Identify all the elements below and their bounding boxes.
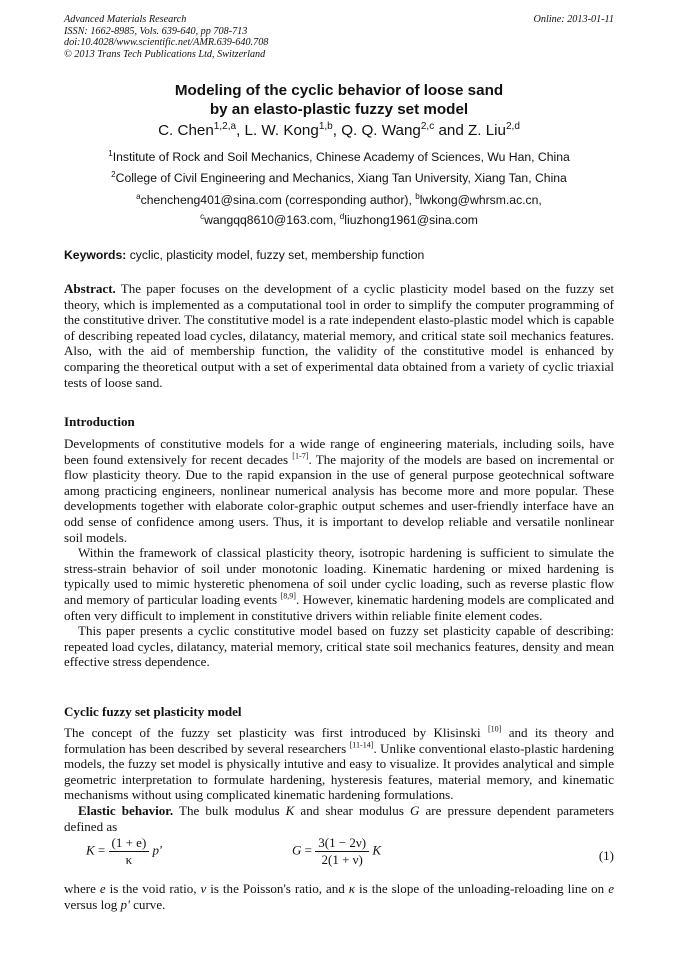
paragraph: [64, 725, 614, 803]
equals-sign: =: [301, 842, 316, 858]
paragraph-text: . The majority of the models are based on incremental or flow plasticity theory. Due to the rapid expansion in the use of general purpose geotechnical software among practicing engineers, nonlinear numerical analysis has become more and more popular. These developments together with elaborate color-graphic output schemes and user-friendly interface have an odd sense of confidence among users. Thus, it is important to develop reliable and versatile nonlinear soil models.: [64, 451, 614, 545]
paragraph-text: and its theory and formulation has been described by several researchers: [64, 725, 614, 756]
journal-header: [64, 14, 614, 60]
affiliation-text: Institute of Rock and Soil Mechanics, Chinese Academy of Sciences, Wu Han, China: [112, 150, 570, 164]
author-sep: ,: [236, 122, 245, 139]
paragraph: [64, 545, 614, 623]
shear-modulus-equation: [292, 835, 381, 868]
math-symbol: K: [86, 842, 95, 858]
keywords-text: cyclic, plasticity model, fuzzy set, membership function: [126, 248, 425, 262]
math-symbol: G: [409, 802, 420, 818]
abstract-text: The paper focuses on the development of a cyclic plasticity model based on the fuzzy set theory, which is implemented as a computational tool in order to simplify the computer programming of the constitutive driver. The constitutive model is a rate independent elasto-plastic model which is capable of describing repeated load cycles, dilatancy, material memory, and critical state soil mechanics features. Also, with the aid of membership function, the validity of the constitutive model is enhanced by comparing the theoretical output with a set of experimental data obtained from a variety of cyclic triaxial tests of loose sand.: [64, 281, 614, 390]
math-symbol: e: [99, 881, 106, 896]
author-sep: ,: [332, 122, 342, 139]
author-sup: 1,b: [318, 120, 333, 132]
title-line-1: Modeling of the cyclic behavior of loose sand: [174, 82, 504, 99]
paragraph-text: . However, kinematic hardening models are complicated and often very difficult to implement in constitutive drivers within reliable finite element codes.: [64, 591, 614, 623]
paragraph-text: The bulk modulus: [173, 802, 286, 818]
doi-line: doi:10.4028/www.scientific.net/AMR.639-640.708: [64, 37, 269, 49]
citation: [11-14]: [349, 740, 374, 750]
bulk-modulus-equation: [86, 835, 162, 868]
author-name: Z. Liu: [468, 122, 506, 139]
math-symbol: K: [369, 842, 382, 858]
math-symbol: e: [608, 881, 614, 896]
citation: [8,9]: [280, 591, 296, 601]
author-name: Q. Q. Wang: [341, 122, 421, 139]
fraction: [109, 835, 150, 868]
copyright-line: © 2013 Trans Tech Publications Ltd, Switzerland: [64, 48, 266, 60]
paragraph-text: is the void ratio,: [105, 881, 201, 896]
denominator: 2(1 + ν): [321, 852, 363, 867]
numerator: (1 + e): [109, 835, 150, 852]
paragraph: [64, 881, 614, 912]
author-sup: 2,c: [420, 120, 435, 132]
paper-title: [0, 82, 678, 119]
citation: [1-7]: [292, 451, 309, 461]
equation-explanation: [64, 881, 614, 912]
numerator: 3(1 − 2ν): [315, 835, 369, 852]
paragraph-text: versus log: [64, 896, 121, 912]
title-line-2: by an elasto-plastic fuzzy set model: [209, 100, 469, 118]
affiliation-sup: 2: [111, 169, 116, 179]
run-in-heading: Elastic behavior.: [78, 802, 174, 818]
keywords: [64, 248, 614, 262]
keywords-label: Keywords:: [64, 248, 127, 262]
fraction: [315, 835, 369, 868]
math-symbol: p': [120, 896, 130, 912]
author-name: L. W. Kong: [244, 122, 319, 139]
math-symbol: κ: [348, 881, 356, 896]
online-date: Online: 2013-01-11: [533, 14, 614, 25]
equation-number: (1): [598, 848, 614, 863]
paragraph-text: . Unlike conventional elasto-plastic hardening models, the fuzzy set model is physically intutive and easy to visualize. It provides analytical and simple geometric interpretation to formulate hardening, hysteresis features, material memory, and kinematic mechanisms without using complicated kinematic hardening formulations.: [64, 740, 614, 803]
affiliation-text: College of Civil Engineering and Mechanics, Xiang Tan University, Xiang Tan, China: [115, 171, 567, 185]
email-text: liuzhong1961@sina.com: [344, 213, 478, 227]
email-sup: a: [136, 191, 141, 201]
issn-line: ISSN: 1662-8985, Vols. 639-640, pp 708-713: [64, 25, 248, 37]
abstract-label: Abstract.: [64, 281, 116, 296]
email-text: lwkong@whrsm.ac.cn,: [419, 193, 542, 207]
affiliation-2: [0, 171, 678, 185]
email-text: chencheng401@sina.com (corresponding author),: [140, 193, 416, 207]
paragraph-text: is the slope of the unloading-reloading line on: [355, 881, 609, 896]
author-sep: and: [434, 122, 468, 139]
email-sup: c: [200, 211, 205, 221]
paragraph-text: Within the framework of classical plasticity theory, isotropic hardening is sufficient to simulate the stress-strain behavior of soil under monotonic loading. Kinematic hardening or mixed hardening is typically used to mimic hysteretic phenomena of soil under cyclic loading, such as reverse plastic flow and memory of particular loading events: [64, 545, 614, 607]
journal-name: Advanced Materials Research: [64, 14, 187, 25]
affiliation-1: [0, 150, 678, 164]
paragraph: [64, 436, 614, 545]
paragraph-text: are pressure dependent parameters defined as: [64, 802, 614, 834]
math-symbol: G: [292, 842, 302, 858]
abstract: [64, 281, 614, 390]
introduction-heading: Introduction: [64, 414, 135, 429]
paragraph-text: and shear modulus: [294, 802, 410, 818]
email-text: wangqq8610@163.com,: [204, 213, 340, 227]
equation-1: [64, 835, 614, 877]
paragraph-text: Developments of constitutive models for a wide range of engineering materials, including soils, have been found extensively for recent decades: [64, 436, 614, 467]
author-sup: 2,d: [505, 120, 520, 132]
email-sup: d: [339, 211, 345, 221]
math-symbol: p': [149, 842, 162, 858]
equals-sign: =: [94, 842, 109, 858]
paragraph-text: where: [64, 881, 100, 896]
math-symbol: K: [285, 802, 295, 818]
citation: [10]: [487, 724, 502, 734]
paragraph: This paper presents a cyclic constitutive model based on fuzzy set plasticity capable of describing: repeated load cycles, dilatancy, material memory, critical state soil mechanics features, density and mean effective stress dependence.: [64, 623, 614, 670]
introduction-body: [64, 436, 614, 670]
paragraph-text: curve.: [129, 896, 166, 912]
paragraph: [64, 803, 614, 834]
author-name: C. Chen: [158, 122, 214, 139]
math-symbol: ν: [200, 881, 207, 896]
section-heading: Cyclic fuzzy set plasticity model: [64, 704, 242, 719]
affiliation-sup: 1: [108, 148, 113, 158]
paragraph-text: The concept of the fuzzy set plasticity was first introduced by Klisinski: [64, 725, 488, 740]
email-line-2: [0, 213, 678, 227]
paragraph-text: is the Poisson's ratio, and: [206, 881, 349, 896]
author-sup: 1,2,a: [213, 120, 237, 132]
denominator: κ: [125, 852, 133, 867]
email-line-1: [0, 193, 678, 207]
author-list: [0, 122, 678, 139]
section-body: [64, 725, 614, 834]
email-sup: b: [415, 191, 420, 201]
